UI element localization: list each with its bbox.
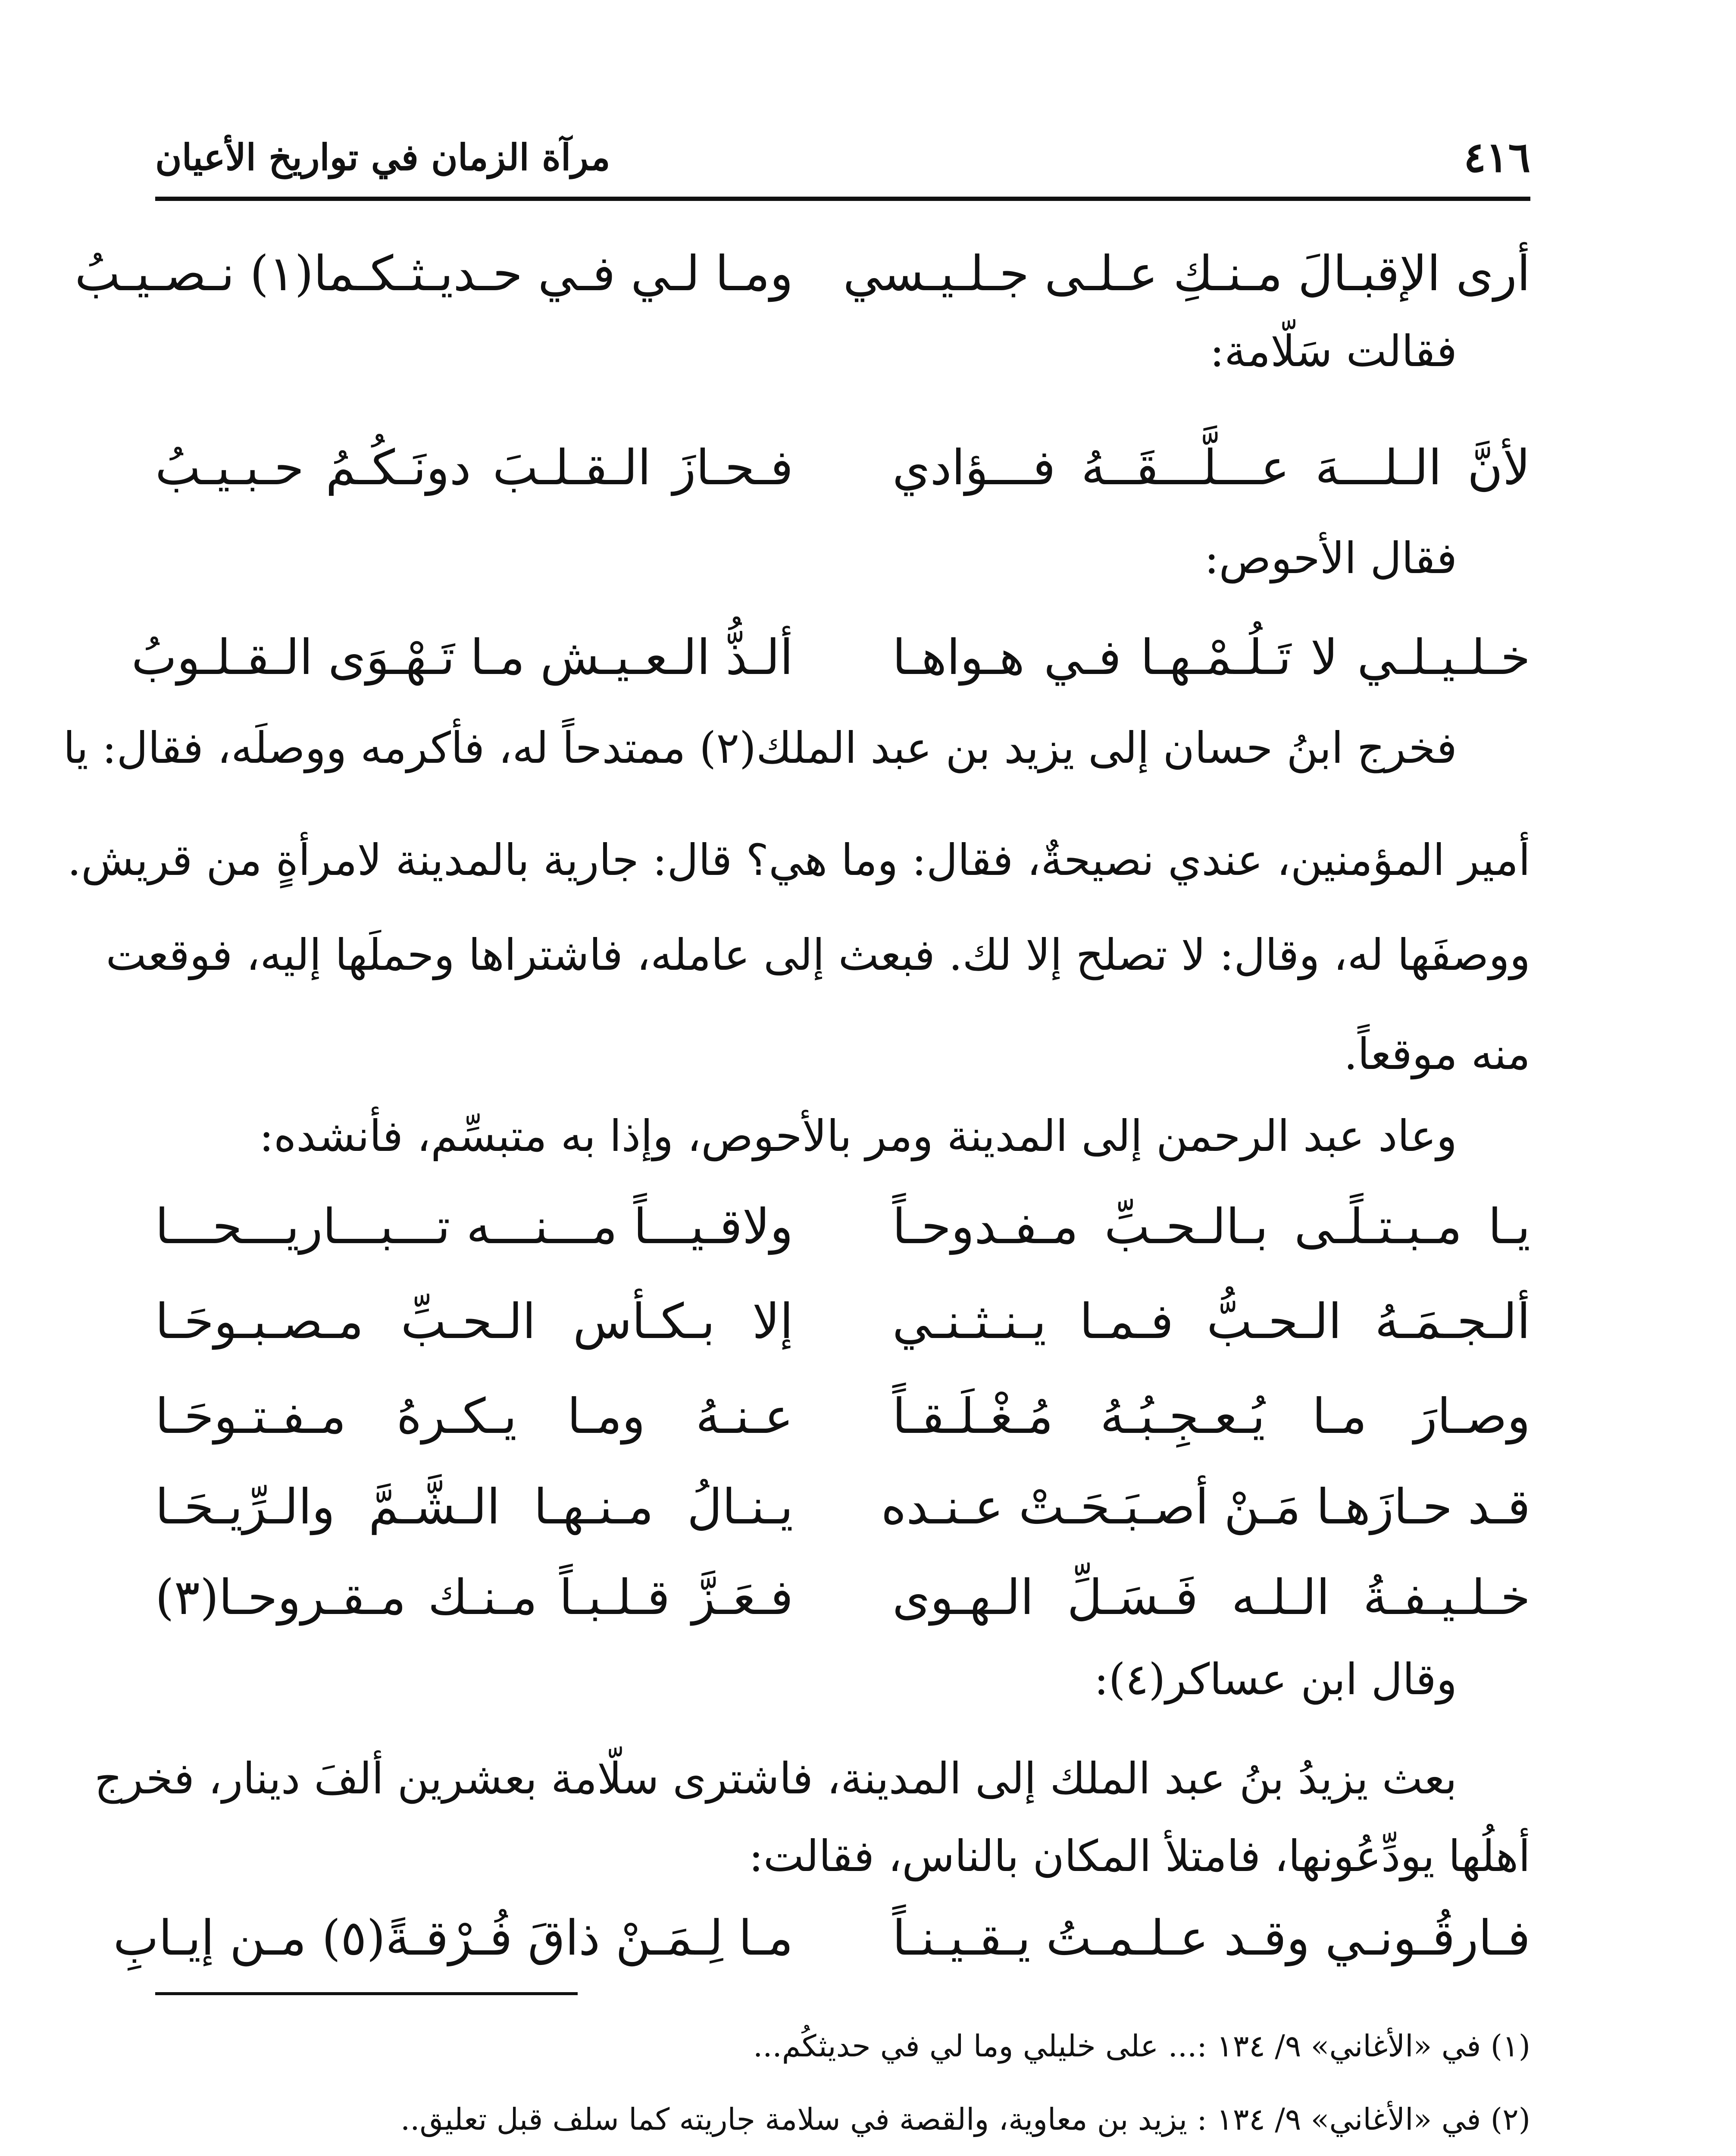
- verse-9: [113, 1906, 1530, 1971]
- verse-2-second-hemistich: فـحـازَ الـقـلـبَ دونَـكُـمُ حـبـيـبُ: [155, 440, 793, 496]
- verse-6: [155, 1384, 1530, 1449]
- paragraph-2-line-1: وعاد عبد الرحمن إلى المدينة ومر بالأحوص، وإذا به متبسِّم، فأنشده:: [259, 1111, 1457, 1161]
- verse-4-second-hemistich: ولاقـيـــاً مـــنـــه تـــبـــاريـــحـــا: [155, 1199, 793, 1255]
- paragraph-1-line-1: فخرج ابنُ حسان إلى يزيد بن عبد الملك(٢) ممتدحاً له، فأكرمه ووصلَه، فقال: يا: [63, 723, 1457, 773]
- verse-6-first-hemistich: وصـارَ مـا يُـعـجِـبُـهُ مُـغْـلَـقـاً: [892, 1388, 1530, 1445]
- footnote-rule: [155, 1992, 578, 1995]
- verse-9-second-hemistich: مـا لِـمَـنْ ذاقَ فُـرْقـةً(٥) مـن إيـابِ: [113, 1910, 793, 1966]
- paragraph-1-line-3: ووصفَها له، وقال: لا تصلح إلا لك. فبعث إلى عامله، فاشتراها وحملَها إليه، فوقعت: [106, 930, 1530, 980]
- verse-3-first-hemistich: خـلـيـلـي لا تَـلُـمْـهـا فـي هـواهـا: [892, 630, 1530, 686]
- verse-3: [131, 625, 1530, 690]
- verse-8-second-hemistich: فـعَـزَّ قـلـبـاً مـنـك مـقـروحـا(٣): [155, 1570, 793, 1626]
- verse-5-first-hemistich: ألـجـمَـهُ الـحـبُّ فـمـا يـنـثـنـي: [892, 1294, 1530, 1350]
- verse-4: [155, 1194, 1530, 1259]
- footnote-2: (٢) في «الأغاني» ٩/ ١٣٤ : يزيد بن معاوية، والقصة في سلامة جاريته كما سلف قبل تعليق..: [400, 2102, 1530, 2137]
- paragraph-1-line-2: أمير المؤمنين، عندي نصيحةٌ، فقال: وما هي؟ قال: جارية بالمدينة لامرأةٍ من قريش.: [67, 835, 1530, 885]
- page-header: [155, 129, 1530, 185]
- paragraph-3-line-2: أهلُها يودِّعُونها، فامتلأ المكان بالناس، فقالت:: [749, 1831, 1530, 1881]
- verse-4-first-hemistich: يـا مـبـتـلًـى بـالـحـبِّ مـفـدوحـاً: [892, 1199, 1530, 1255]
- verse-5: [155, 1289, 1530, 1354]
- intro-sallama: فقالت سَلّامة:: [1210, 326, 1457, 376]
- verse-8: [155, 1565, 1530, 1630]
- verse-8-first-hemistich: خـلـيـفـةُ الـلـه فَـسَـلِّ الـهـوى: [892, 1570, 1530, 1626]
- intro-ahwas: فقال الأحوص:: [1204, 533, 1457, 583]
- paragraph-3-line-1: بعث يزيدُ بنُ عبد الملك إلى المدينة، فاشترى سلّامة بعشرين ألفَ دينار، فخرج: [94, 1753, 1457, 1804]
- verse-3-second-hemistich: ألـذُّ الـعـيـش مـا تَـهْـوَى الـقـلـوبُ: [131, 630, 793, 686]
- verse-6-second-hemistich: عـنـهُ ومـا يـكـرهُ مـفـتـوحَـا: [155, 1388, 793, 1445]
- intro-asakir: وقال ابن عساكر(٤):: [1094, 1654, 1457, 1705]
- book-page: [63, 0, 1530, 2156]
- verse-7-first-hemistich: قـد حـازَهـا مَـنْ أصـبَـحَـتْ عـنـده: [881, 1479, 1530, 1535]
- verse-5-second-hemistich: إلا بـكـأس الـحـبِّ مـصـبـوحَـا: [155, 1294, 793, 1350]
- verse-7: [155, 1475, 1530, 1539]
- verse-7-second-hemistich: يـنـالُ مـنـهـا الـشَّـمَّ والـرِّيـحَـا: [155, 1479, 793, 1535]
- verse-1-second-hemistich: ومـا لـي فـي حـديـثـكـما(١) نـصـيـبُ: [75, 246, 793, 302]
- verse-9-first-hemistich: فـارقُـونـي وقـد عـلـمـتُ يـقـيـنـاً: [892, 1910, 1530, 1966]
- paragraph-1-line-4: منه موقعاً.: [1344, 1029, 1530, 1079]
- verse-2-first-hemistich: لأنَّ الـلـــهَ عـــلَّـــقَــهُ فـــؤادي: [892, 440, 1530, 496]
- verse-2: [155, 436, 1530, 500]
- page-number: ٤١٦: [1464, 133, 1530, 182]
- header-rule: [155, 197, 1530, 201]
- verse-1-first-hemistich: أرى الإقبـالَ مـنـكِ عـلـى جـلـيـسي: [843, 246, 1530, 302]
- running-title: مرآة الزمان في تواريخ الأعيان: [155, 136, 610, 179]
- footnote-1: (١) في «الأغاني» ٩/ ١٣٤ :... على خليلي وما لي في حديثكُم...: [753, 2028, 1530, 2064]
- verse-1: [75, 241, 1530, 306]
